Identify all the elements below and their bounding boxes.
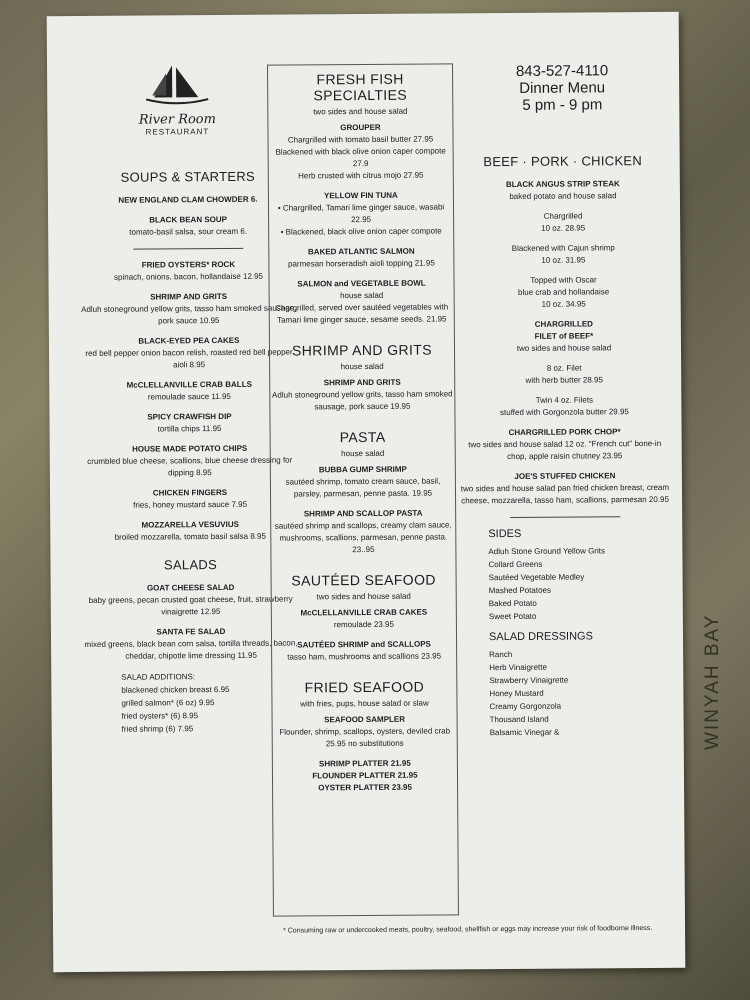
- logo-sub: RESTAURANT: [145, 127, 210, 137]
- menu-sheet: [47, 12, 686, 972]
- menu-title: Dinner Menu: [519, 79, 606, 97]
- dressing-item: Honey Mustard: [489, 688, 544, 699]
- salads-heading: SALADS: [163, 557, 218, 573]
- menu-item: BAKED ATLANTIC SALMON parmesan horseradish aioli topping 21.95: [287, 246, 435, 269]
- menu-item: SALMON and VEGETABLE BOWL house salad Chargrilled, served over sautéed vegetables with Tamari lime ginger sauce, sesame seeds. 21.95: [275, 278, 449, 325]
- divider: [510, 516, 620, 518]
- beef-heading: BEEF · PORK · CHICKEN: [483, 153, 643, 170]
- logo: [117, 63, 238, 137]
- logo-name: River Room: [138, 112, 216, 128]
- pasta-sub: house salad: [341, 448, 385, 459]
- sauteed-sub: two sides and house salad: [316, 591, 411, 602]
- additions-heading: SALAD ADDITIONS:: [121, 672, 196, 682]
- menu-item: BLACK-EYED PEA CAKES red bell pepper onion bacon relish, roasted red bell pepper aioli 8.95: [85, 335, 293, 370]
- menu-item: SAUTÉED SHRIMP and SCALLOPS tasso ham, mushrooms and scallions 23.95: [287, 639, 442, 662]
- dressing-item: Herb Vinaigrette: [489, 662, 547, 673]
- fried-sub: with fries, pups, house salad or slaw: [300, 698, 429, 709]
- sides-heading: SIDES: [488, 527, 522, 541]
- grits-sub: house salad: [340, 361, 384, 372]
- menu-item: BLACK BEAN SOUP tomato-basil salsa, sour cream 6.: [129, 214, 248, 237]
- menu-option: Chargrilled 10 oz. 28.95: [541, 211, 586, 233]
- map-label-bay: [688, 600, 748, 760]
- fish-heading: FRESH FISH SPECIALTIES: [313, 70, 408, 104]
- addition: fried shrimp (6) 7.95: [121, 724, 194, 734]
- pasta-heading: PASTA: [339, 428, 386, 446]
- menu-item: BUBBA GUMP SHRIMP sautéed shrimp, tomato cream sauce, basil, parsley, parmesan, penne pasta. 19.95: [285, 464, 441, 499]
- dressing-item: Thousand Island: [489, 714, 549, 725]
- dressing-item: Creamy Gorgonzola: [489, 701, 562, 712]
- menu-item: SHRIMP AND SCALLOP PASTA sautéed shrimp and scallops, creamy clam sauce, mushrooms, scallions, parmesan, penne pasta. 23..95: [274, 508, 452, 555]
- menu-item: McCLELLANVILLE CRAB CAKES remoulade 23.95: [300, 607, 428, 630]
- sailboat-icon: [142, 63, 212, 107]
- menu-item: CHARGRILLED FILET of BEEF* two sides and house salad: [516, 319, 612, 353]
- soups-heading: SOUPS & STARTERS: [120, 168, 256, 185]
- divider: [133, 248, 243, 250]
- right-column: [457, 62, 672, 739]
- phone-number: 843-527-4110: [515, 62, 609, 80]
- fish-sub: two sides and house salad: [313, 106, 408, 117]
- dressing-item: Ranch: [489, 649, 513, 660]
- side-item: Adluh Stone Ground Yellow Grits: [488, 546, 605, 557]
- dressing-item: Balsamic Vinegar &: [489, 727, 560, 738]
- addition: fried oysters* (6) 8.95: [121, 711, 199, 721]
- side-item: Mashed Potatoes: [488, 585, 551, 596]
- menu-item: SHRIMP AND GRITS Adluh stoneground yellow grits, tasso ham smoked sausage, pork sauce 19.95: [272, 377, 453, 412]
- dressings-heading: SALAD DRESSINGS: [488, 630, 593, 644]
- side-item: Collard Greens: [488, 559, 543, 570]
- menu-item: McCLELLANVILLE CRAB BALLS remoulade sauce 11.95: [126, 379, 252, 402]
- menu-item: CHARGRILLED PORK CHOP* two sides and house salad 12 oz. "French cut" bone-in chop, apple raisin chutney 23.95: [468, 427, 662, 462]
- menu-item: CHICKEN FINGERS fries, honey mustard sauce 7.95: [133, 487, 248, 510]
- menu-item: GOAT CHEESE SALAD baby greens, pecan crusted goat cheese, fruit, strawberry vinaigrette 12.95: [88, 582, 293, 617]
- fried-heading: FRIED SEAFOOD: [304, 678, 425, 696]
- dressing-item: Strawberry Vinaigrette: [489, 675, 569, 686]
- sides-list: [460, 527, 671, 739]
- salad-additions: [81, 669, 301, 736]
- side-item: Sweet Potato: [488, 611, 537, 622]
- menu-item: SHRIMP AND GRITS Adluh stoneground yellow grits, tasso ham smoked sausage, pork sauce 10.95: [81, 291, 297, 326]
- menu-item: FRIED OYSTERS* ROCK spinach, onions, bacon, hollandaise 12.95: [113, 259, 264, 282]
- menu-item: SPICY CRAWFISH DIP tortilla chips 11.95: [147, 411, 232, 434]
- addition: blackened chicken breast 6.95: [121, 684, 230, 695]
- menu-item: GROUPER Chargrilled with tomato basil butter 27.95 Blackened with black olive onion caper compote 27.9 Herb crusted with citrus mojo 27.95: [275, 122, 446, 181]
- menu-option: Topped with Oscar blue crab and hollandaise 10 oz. 34.95: [517, 275, 610, 309]
- menu-option: Blackened with Cajun shrimp 10 oz. 31.95: [511, 243, 615, 265]
- hours: 5 pm - 9 pm: [522, 96, 603, 114]
- menu-item: SANTA FE SALAD mixed greens, black bean corn salsa, tortilla threads, bacon, cheddar, chipotle lime dressing 11.95: [84, 626, 298, 661]
- side-item: Sautéed Vegetable Medley: [488, 572, 585, 583]
- sauteed-heading: SAUTÉED SEAFOOD: [291, 571, 436, 589]
- menu-item: SEAFOOD SAMPLER Flounder, shrimp, scallops, oysters, deviled crab 25.95 no substitutions: [279, 714, 451, 749]
- menu-item: YELLOW FIN TUNA • Chargrilled, Tamari lime ginger sauce, wasabi 22.95 • Blackened, black olive onion caper compote: [277, 190, 445, 237]
- addition: grilled salmon* (6 oz) 9.95: [121, 698, 215, 708]
- side-item: Baked Potato: [488, 598, 537, 609]
- menu-option: 8 oz. Filet with herb butter 28.95: [525, 363, 603, 385]
- menu-item: NEW ENGLAND CLAM CHOWDER 6.: [118, 194, 258, 205]
- bay-text: WINYAH BAY: [702, 613, 723, 750]
- middle-column: [267, 63, 459, 916]
- footnote: * Consuming raw or undercooked meats, poultry, seafood, shellfish or eggs may increase your risk of foodborne illness.: [283, 925, 653, 935]
- menu-item: MOZZARELLA VESUVIUS broiled mozzarella, tomato basil salsa 8.95: [114, 519, 266, 542]
- menu-item: BLACK ANGUS STRIP STEAK baked potato and house salad: [505, 179, 620, 201]
- menu-item: SHRIMP PLATTER 21.95 FLOUNDER PLATTER 21.95 OYSTER PLATTER 23.95: [312, 758, 418, 793]
- menu-item: JOE'S STUFFED CHICKEN two sides and house salad pan fried chicken breast, cream cheese, mozzarella, tasso ham, scallions, parmesan 20.95: [460, 471, 670, 506]
- menu-option: Twin 4 oz. Filets stuffed with Gorgonzola butter 29.95: [499, 395, 629, 418]
- grits-heading: SHRIMP AND GRITS: [291, 341, 433, 359]
- menu-item: HOUSE MADE POTATO CHIPS crumbled blue cheese, scallions, blue cheese dressing for dipping 8.95: [87, 443, 293, 478]
